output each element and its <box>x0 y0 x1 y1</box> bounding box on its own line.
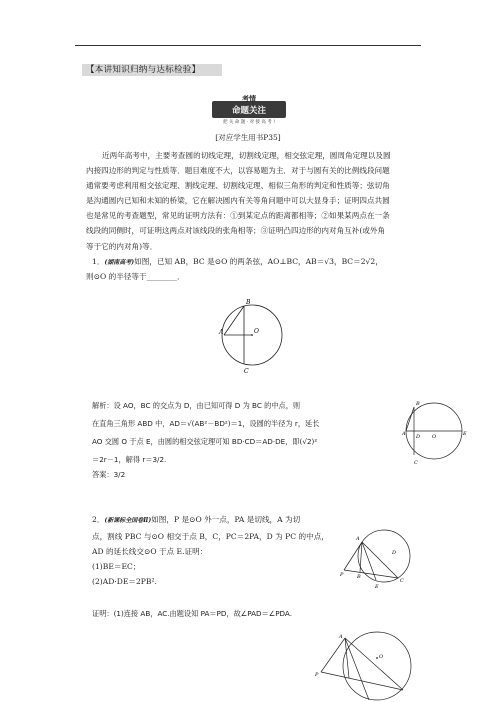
problem2-proof: 证明：(1)连接 AB，AC.由题设知 PA＝PD，故∠PAD＝∠PDA. <box>92 609 293 618</box>
solution-line: AO 交圆 O 于点 E，由圆的相交弦定理可知 BD·CD＝AD·DE，即(√2)² <box>92 437 318 446</box>
problem1-solution-figure <box>404 395 466 467</box>
section-tag: 【本讲知识归纳与达标检验】 <box>82 64 222 76</box>
fig4-label-a: A <box>339 634 343 640</box>
banner-main-text: 命题关注 <box>231 106 267 116</box>
fig4-label-p: P <box>315 672 319 678</box>
problem2-line: 如图，P 是⊙O 外一点，PA 是切线，A 为切 <box>151 515 301 524</box>
fig3-label-e: E <box>375 584 379 590</box>
problem2-source: (新课标全国卷Ⅱ) <box>104 517 152 524</box>
top-rule <box>75 45 421 46</box>
page-reference: [对应学生用书P35] <box>215 133 281 142</box>
fig3-label-c: C <box>400 578 404 584</box>
banner-graphic <box>212 94 286 124</box>
fig1-label-c: C <box>244 368 249 375</box>
problem1-source: (湖南高考) <box>104 259 135 266</box>
problem1-statement <box>92 255 383 270</box>
problem2-line: (1)BE＝EC； <box>92 562 141 571</box>
problem1-text: 如图，已知 AB，BC 是⊙O 的两条弦，AO⊥BC，AB＝√3，BC＝2√2， <box>134 257 383 266</box>
solution-line: ＝2r－1，解得 r＝3/2. <box>92 455 167 464</box>
problem2-body <box>92 529 354 589</box>
intro-line: 近两年高考中，主要考查圆的切线定理，切割线定理，相交弦定理，圆周角定理以及圆 <box>102 151 391 160</box>
problem2-proof-figure <box>315 628 425 700</box>
fig2-label-e: E <box>463 431 467 437</box>
fig2-label-c: C <box>414 460 418 466</box>
fig2-label-o: O <box>432 434 437 440</box>
fig3-label-d: D <box>392 550 397 556</box>
problem2-figure <box>340 520 412 592</box>
problem1-figure <box>219 290 288 380</box>
problem2-line: AD 的延长线交⊙O 于点 E.证明： <box>92 547 208 556</box>
intro-line: 通常要考虑利用相交弦定理、割线定理、切割线定理、相似三角形的判定和性质等；弦切角 <box>86 181 390 191</box>
banner-sub-text: 把 关 命 题 · 对 接 高 考 ! <box>222 120 276 125</box>
exam-focus-banner <box>212 94 286 124</box>
fig4-label-o: O <box>379 654 384 660</box>
problem2-line: 点，割线 PBC 与⊙O 相交于点 B，C，PC＝2PA，D 为 PC 的中点， <box>92 532 329 541</box>
problem1-answer <box>92 470 125 480</box>
problem2-statement <box>92 513 300 528</box>
fig2-label-b: B <box>416 401 420 407</box>
intro-line: 内接四边形的判定与性质等．题目难度不大，以容易题为主．对于与圆有关的比例线段问题 <box>86 166 390 176</box>
fig2-label-a: A <box>402 431 406 437</box>
solution-line: 解析：设 AO，BC 的交点为 D，由已知可得 D 为 BC 的中点，则 <box>92 401 301 410</box>
problem2-line: (2)AD·DE＝2PB². <box>92 577 157 586</box>
fig1-label-o: O <box>254 328 259 335</box>
answer-label: 答案： <box>92 470 114 479</box>
banner-top-text: 考情 <box>242 94 256 103</box>
intro-line: 是沟通圆内已知和未知的桥梁，它在解决圆内有关等角问题中可以大显身手；证明四点共圆 <box>86 196 390 206</box>
problem1-statement-2 <box>86 270 185 284</box>
intro-paragraph <box>86 148 422 254</box>
intro-line: 线段的同侧时，可证明这两点对该线段的张角相等；③证明凸四边形的内对角互补(或外角 <box>86 226 386 236</box>
fig2-label-d: D <box>416 434 421 440</box>
fig3-label-p: P <box>340 572 344 578</box>
problem1-solution <box>92 397 402 469</box>
intro-line: 也是常见的考查题型，常见的证明方法有：①到某定点的距离都相等；②如果某两点在一条 <box>86 211 390 221</box>
fig3-label-a: A <box>356 536 360 542</box>
fig1-label-a: A <box>219 329 224 336</box>
problem2-number: 2． <box>92 515 105 524</box>
problem1-text-2: 则⊙O 的半径等于________． <box>86 272 185 281</box>
intro-line: 等于它的内对角)等． <box>86 241 158 251</box>
solution-line: 在直角三角形 ABD 中，AD＝√(AB²－BD²)＝1，设圆的半径为 r，延长 <box>92 419 320 428</box>
answer-value: 3/2 <box>113 470 126 479</box>
fig3-label-b: B <box>357 574 361 580</box>
problem1-number: 1． <box>92 257 105 266</box>
fig1-label-b: B <box>246 299 251 306</box>
